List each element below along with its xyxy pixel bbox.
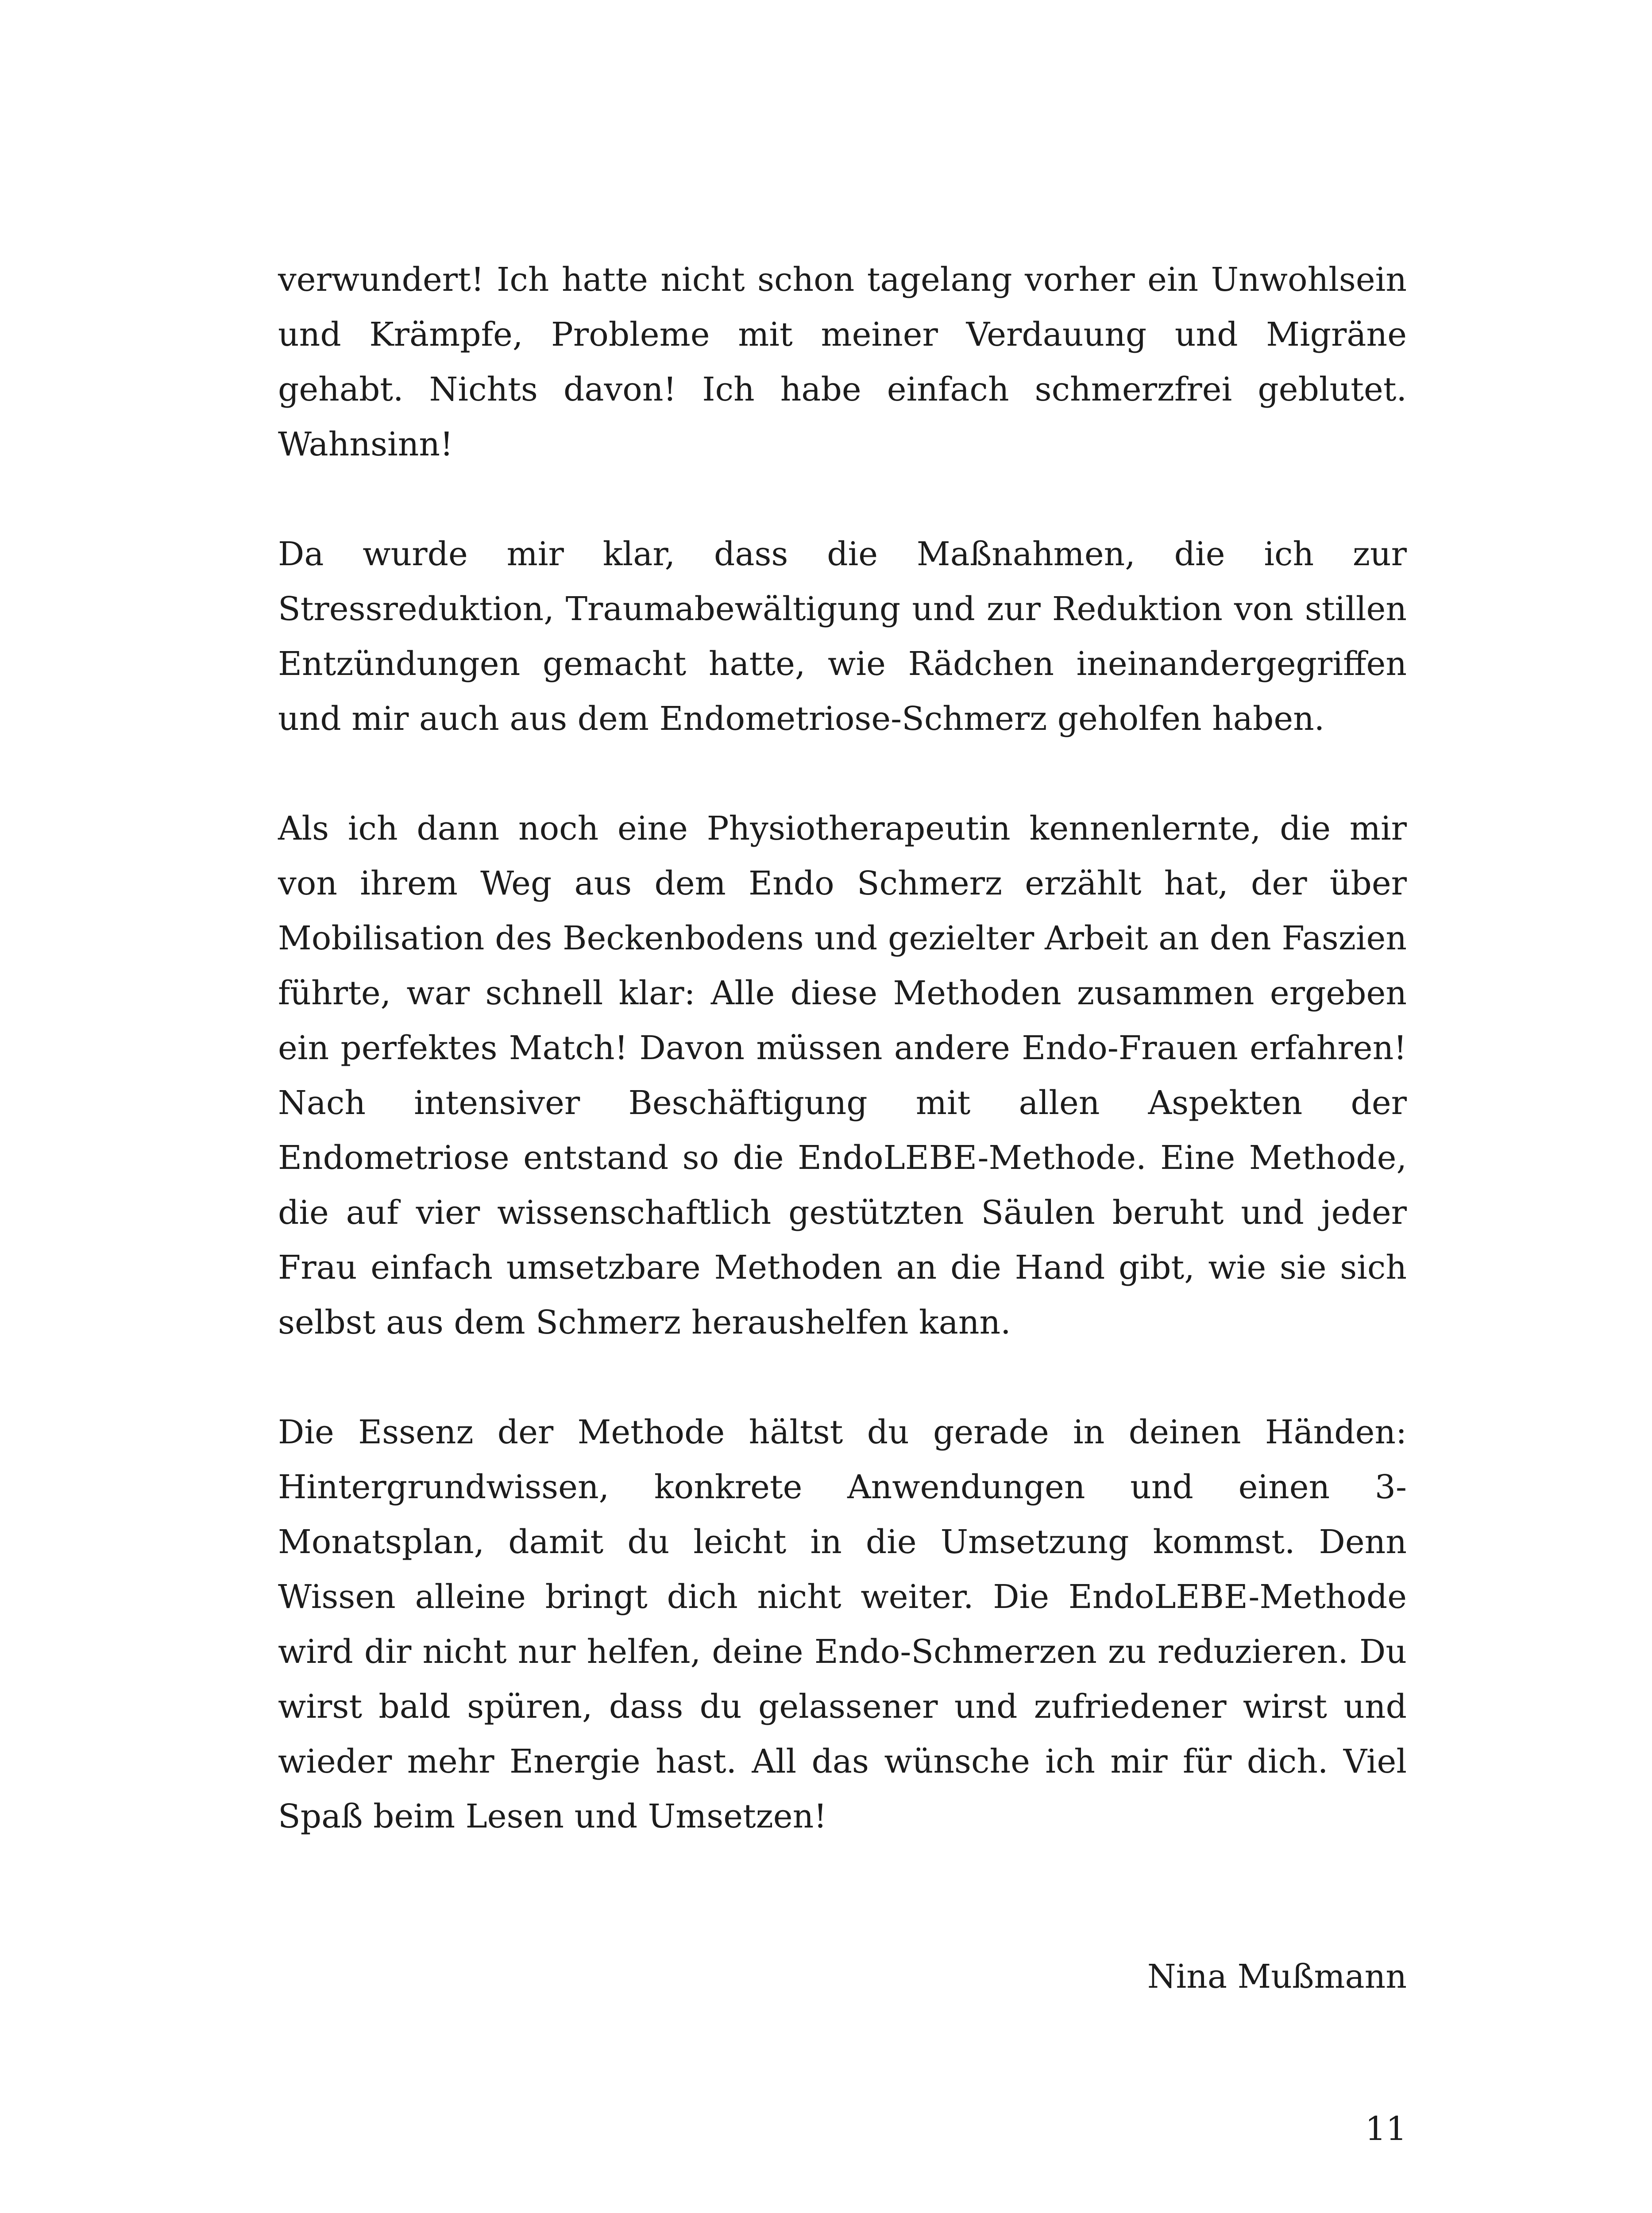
author-signature: Nina Mußmann [1147,1958,1407,1996]
paragraph-4: Die Essenz der Methode hältst du gerade in deinen Händen: Hintergrundwissen, konkrete Anwendungen und einen 3-Monatsplan, damit du leicht in die Umsetzung kommst. Denn Wissen alleine bringt dich nicht weiter. Die EndoLEBE-Methode wird dir nicht nur helfen, deine Endo-Schmerzen zu reduzieren. Du wirst bald spüren, dass du gelassener und zufriedener wirst und wieder mehr Energie hast. All das wünsche ich mir für dich. Viel Spaß beim Lesen und Umsetzen! [278,1413,1407,1835]
paragraph-1: verwundert! Ich hatte nicht schon tagelang vorher ein Unwohlsein und Krämpfe, Probleme mit meiner Verdauung und Migräne gehabt. Nichts davon! Ich habe einfach schmerzfrei geblutet. Wahnsinn! [278,261,1407,463]
paragraph-2: Da wurde mir klar, dass die Maßnahmen, die ich zur Stressreduktion, Traumabewältigung und zur Reduktion von stillen Entzündungen gemacht hatte, wie Rädchen ineinandergegriffen und mir auch aus dem Endometriose-Schmerz geholfen haben. [278,535,1407,738]
body-text [278,252,1407,2004]
paragraph-3: Als ich dann noch eine Physiotherapeutin kennenlernte, die mir von ihrem Weg aus dem Endo Schmerz erzählt hat, der über Mobilisation des Beckenbodens und gezielter Arbeit an den Faszien führte, war schnell klar: Alle diese Methoden zusammen ergeben ein perfektes Match! Davon müssen andere Endo-Frauen erfahren! Nach intensiver Beschäftigung mit allen Aspekten der Endometriose entstand so die EndoLEBE-Methode. Eine Methode, die auf vier wissenschaftlich gestützten Säulen beruht und jeder Frau einfach umsetzbare Methoden an die Hand gibt, wie sie sich selbst aus dem Schmerz heraushelfen kann. [278,810,1407,1342]
page-number: 11 [1365,2110,1407,2148]
